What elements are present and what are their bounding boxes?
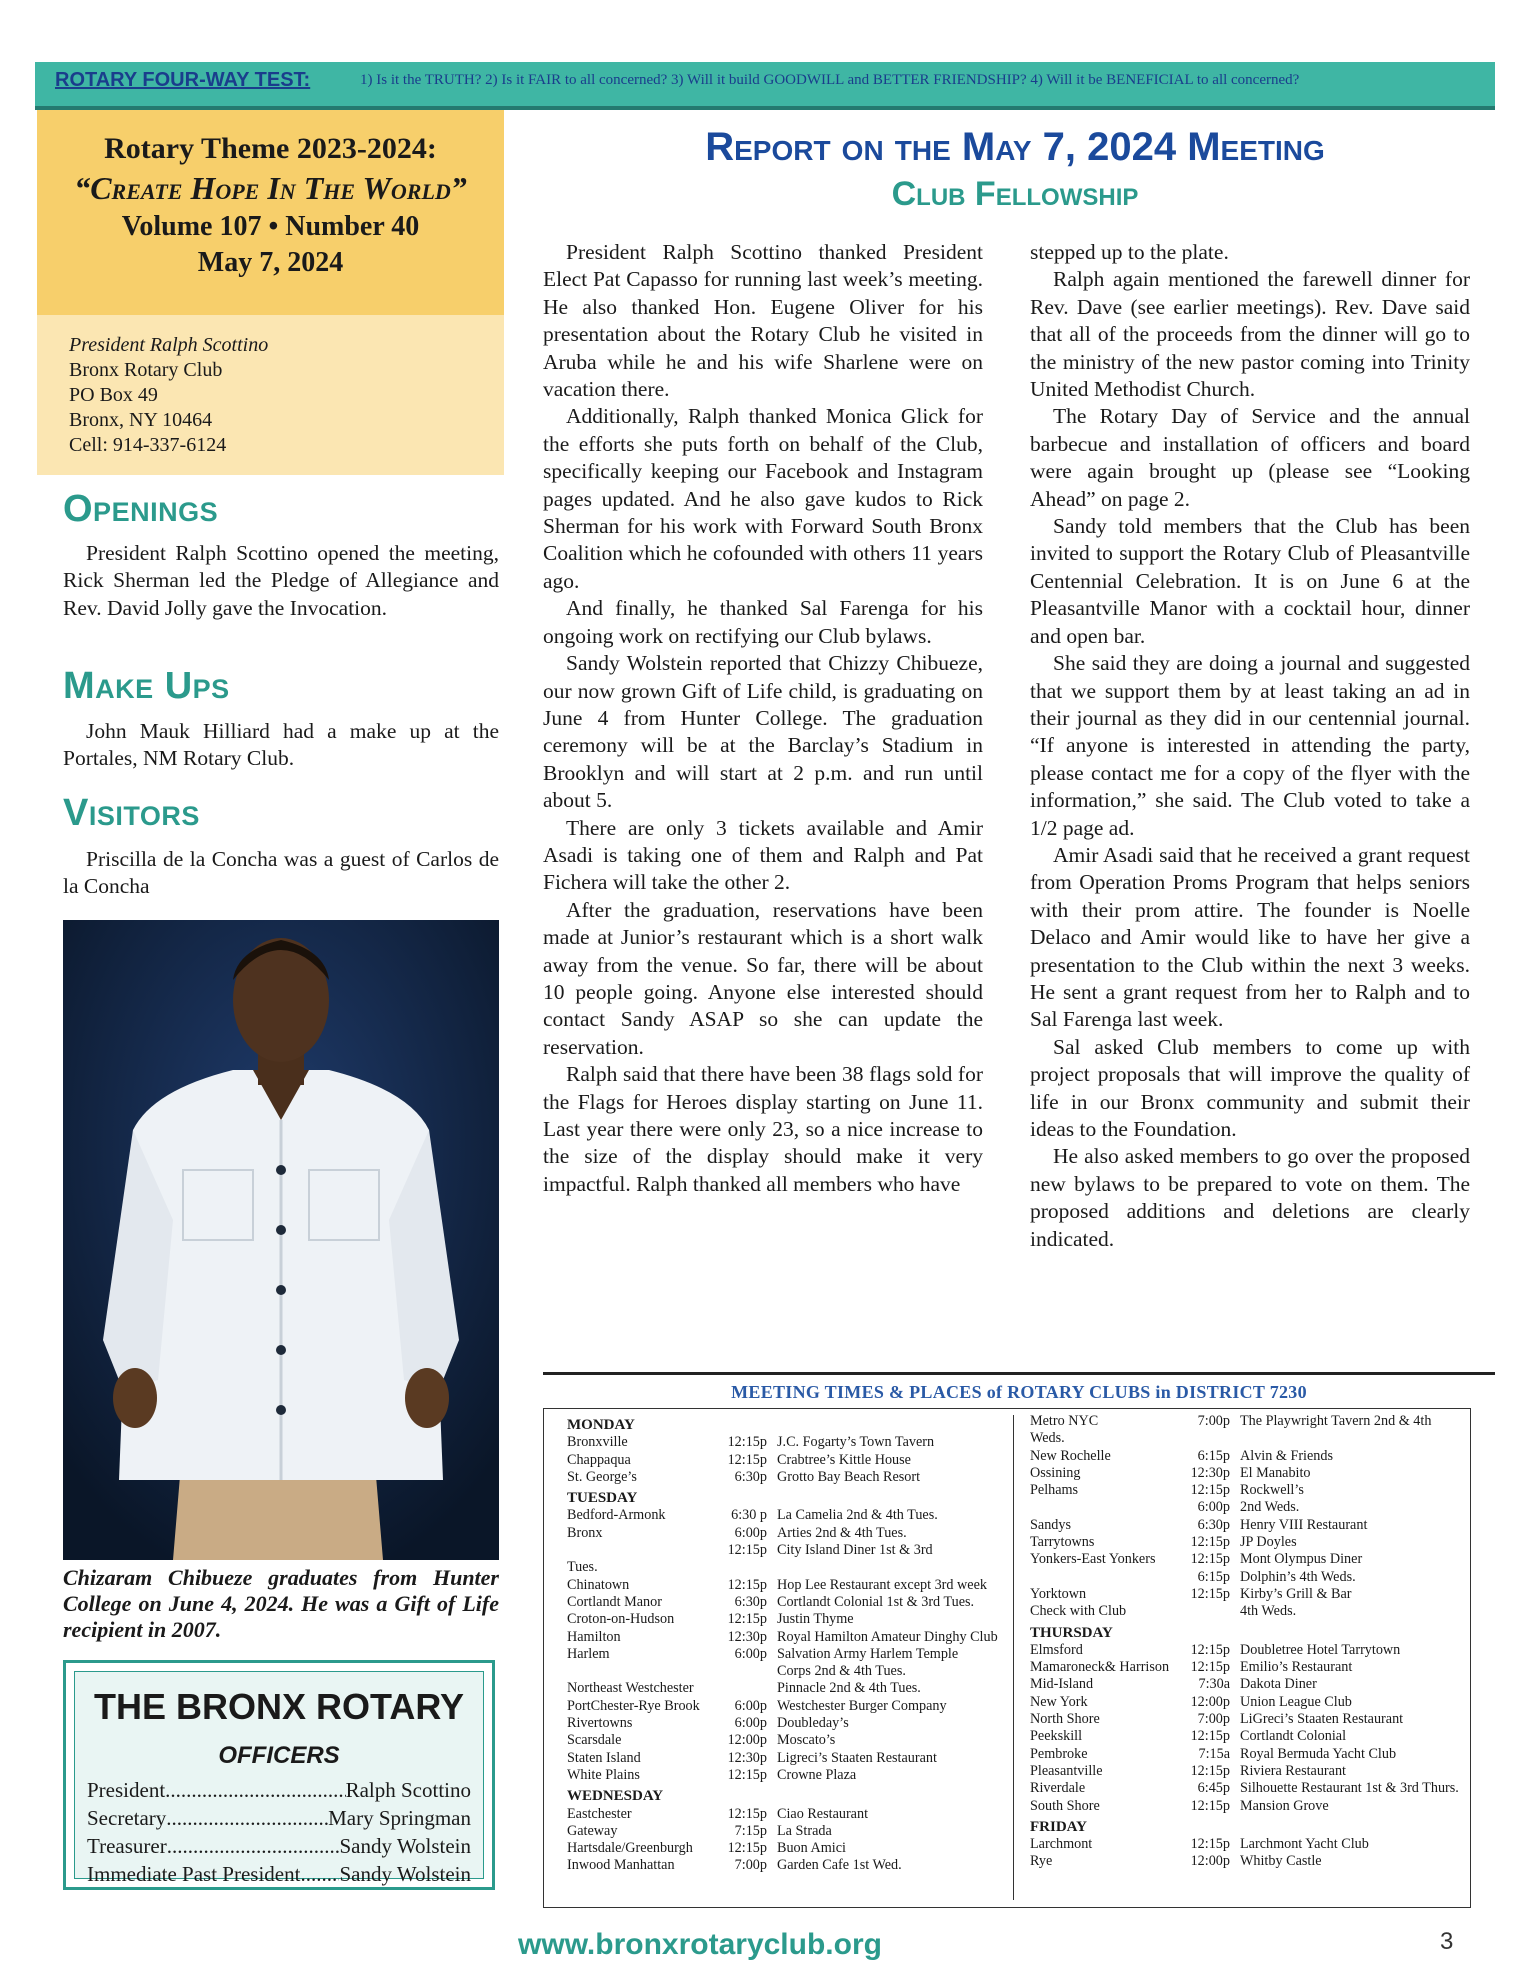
report-paragraph: President Ralph Scottino thanked President Elect Pat Capasso for running last week’s meeting. He also thanked Hon. Eugene Oliver for his presentation about the Rotary Club he visited in Aruba while he and his wife Sharlene were on vacation there.: [543, 240, 983, 402]
issue-date: May 7, 2024: [197, 247, 344, 278]
visitors-heading: Visitors: [63, 792, 200, 834]
address-cell: Cell: 914-337-6124: [69, 434, 227, 456]
meeting-row: [567, 1525, 1007, 1542]
meeting-time: 6:30p: [1197, 1516, 1230, 1533]
meeting-place: Rockwell’s: [1240, 1482, 1304, 1499]
meeting-row: [567, 1663, 1007, 1680]
meeting-club: Riverdale: [1030, 1780, 1086, 1797]
meeting-place: Doubletree Hotel Tarrytown: [1240, 1641, 1401, 1658]
meeting-place: Pinnacle 2nd & 4th Tues.: [777, 1680, 921, 1697]
meeting-place: Ligreci’s Staaten Restaurant: [777, 1749, 937, 1766]
meeting-row: [1030, 1517, 1470, 1534]
meeting-time: 12:30p: [1190, 1464, 1230, 1481]
meeting-place: [777, 1559, 1007, 1576]
officer-row: [87, 1834, 471, 1859]
meeting-place: Whitby Castle: [1240, 1853, 1322, 1870]
meeting-place: Moscato’s: [777, 1732, 836, 1749]
meeting-row: [1030, 1642, 1470, 1659]
officers-box: [63, 1660, 495, 1890]
meeting-club: Weds.: [1030, 1430, 1065, 1447]
officer-role: Immediate Past President: [87, 1862, 301, 1886]
meeting-place: City Island Diner 1st & 3rd: [777, 1542, 933, 1559]
meeting-row: [567, 1594, 1007, 1611]
meeting-place: El Manabito: [1240, 1464, 1311, 1481]
meeting-day-heading: THURSDAY: [1030, 1624, 1113, 1641]
graduate-photo: [63, 920, 499, 1560]
page-number: 3: [1440, 1928, 1454, 1955]
meeting-row: [567, 1452, 1007, 1469]
meeting-row: [1030, 1551, 1470, 1568]
meeting-place: Hop Lee Restaurant except 3rd week: [777, 1576, 987, 1593]
meeting-row: [1030, 1694, 1470, 1711]
report-headline: Report on the May 7, 2024 Meeting: [705, 125, 1325, 169]
meeting-place: Arties 2nd & 4th Tues.: [777, 1524, 907, 1541]
meeting-row: [1030, 1603, 1470, 1620]
address-box: [37, 315, 504, 475]
meeting-time: 12:00p: [727, 1732, 767, 1749]
meeting-place: Dakota Diner: [1240, 1676, 1317, 1693]
meeting-club: Gateway: [567, 1822, 618, 1839]
meeting-time: 7:00p: [1197, 1711, 1230, 1728]
meeting-time: 12:15p: [727, 1434, 767, 1451]
meeting-place: La Strada: [777, 1822, 832, 1839]
meeting-time: 12:15p: [727, 1542, 767, 1559]
theme-title: Rotary Theme 2023-2024:: [104, 132, 437, 165]
meeting-row: [1030, 1448, 1470, 1465]
meeting-place: 2nd Weds.: [1240, 1499, 1300, 1516]
meeting-club: Chappaqua: [567, 1451, 631, 1468]
meeting-time: 7:15p: [734, 1822, 767, 1839]
four-way-test-label: ROTARY FOUR-WAY TEST:: [55, 69, 311, 91]
report-paragraph: He also asked members to go over the proposed new bylaws to be prepared to vote on them. The proposed additions and deletions are clearly indicated.: [1030, 1144, 1470, 1251]
meeting-club: Peekskill: [1030, 1728, 1083, 1745]
meeting-club: Pelhams: [1030, 1482, 1079, 1499]
meeting-place: J.C. Fogarty’s Town Tavern: [777, 1434, 935, 1451]
meeting-club: [1030, 1499, 1180, 1516]
meeting-place: Ciao Restaurant: [777, 1805, 869, 1822]
meeting-place: Crowne Plaza: [777, 1766, 857, 1783]
meeting-club: Sandys: [1030, 1516, 1071, 1533]
meeting-club: New York: [1030, 1693, 1088, 1710]
meeting-time: 12:00p: [1190, 1853, 1230, 1870]
meeting-time: 6:00p: [734, 1645, 767, 1662]
meeting-row: [567, 1840, 1007, 1857]
meeting-row: [567, 1680, 1007, 1697]
meeting-place: JP Doyles: [1240, 1534, 1297, 1551]
meeting-time: 7:00p: [734, 1857, 767, 1874]
meeting-row: [1030, 1499, 1470, 1516]
website-link[interactable]: www.bronxrotaryclub.org: [518, 1928, 882, 1961]
meetings-divider: [1013, 1415, 1014, 1900]
meeting-time: 12:00p: [1190, 1693, 1230, 1710]
meeting-row: [1030, 1798, 1470, 1815]
meeting-row: [567, 1611, 1007, 1628]
meeting-place: La Camelia 2nd & 4th Tues.: [777, 1507, 938, 1524]
meeting-club: Yonkers-East Yonkers: [1030, 1551, 1156, 1568]
officers-title: THE BRONX ROTARY: [93, 1686, 464, 1727]
meeting-time: 12:30p: [727, 1628, 767, 1645]
meeting-club: Hartsdale/Greenburgh: [567, 1840, 693, 1857]
meeting-day-heading: FRIDAY: [1030, 1818, 1087, 1835]
report-paragraph: There are only 3 tickets available and Amir Asadi is taking one of them and Ralph and Pat Fichera will take the other 2.: [543, 815, 983, 895]
openings-text: [63, 540, 499, 622]
meeting-place: Royal Bermuda Yacht Club: [1240, 1745, 1397, 1762]
openings-paragraph: President Ralph Scottino opened the meeting, Rick Sherman led the Pledge of Allegiance and Rev. David Jolly gave the Invocation.: [63, 541, 499, 620]
meeting-club: Ossining: [1030, 1464, 1081, 1481]
meeting-place: Doubleday’s: [777, 1715, 849, 1732]
meeting-row: [567, 1559, 1007, 1576]
meeting-time: [717, 1559, 777, 1576]
meeting-row: [567, 1715, 1007, 1732]
meeting-club: [567, 1542, 717, 1559]
meeting-club: Pembroke: [1030, 1745, 1088, 1762]
meeting-place: Corps 2nd & 4th Tues.: [777, 1663, 906, 1680]
meeting-club: [567, 1663, 717, 1680]
meeting-club: Pleasantville: [1030, 1762, 1103, 1779]
meeting-place: 4th Weds.: [1240, 1603, 1297, 1620]
meeting-club: South Shore: [1030, 1797, 1100, 1814]
meeting-place: Salvation Army Harlem Temple: [777, 1645, 959, 1662]
report-column-2: [1030, 239, 1470, 1253]
officer-name: Sandy Wolstein: [339, 1862, 471, 1886]
meeting-row: [1030, 1711, 1470, 1728]
meeting-time: 6:00p: [734, 1697, 767, 1714]
meeting-time: 12:15p: [1190, 1641, 1230, 1658]
meeting-place: Kirby’s Grill & Bar: [1240, 1585, 1352, 1602]
report-paragraph: Sandy Wolstein reported that Chizzy Chibueze, our now grown Gift of Life child, is graduating on June 4 from Hunter College. The graduation ceremony will be at the Barclay’s Stadium in Brooklyn and will start at 2 p.m. and run until about 5.: [543, 651, 983, 813]
meeting-place: LiGreci’s Staaten Restaurant: [1240, 1711, 1404, 1728]
meeting-time: 12:15p: [1190, 1534, 1230, 1551]
meeting-place: Cortlandt Colonial: [1240, 1728, 1347, 1745]
report-paragraph: Additionally, Ralph thanked Monica Glick for the efforts she puts forth on behalf of the Club, specifically keeping our Facebook and Instagram pages updated. And he also gave kudos to Rick Sherman for his work with Forward South Bronx Coalition which he cofounded with others 11 years ago.: [543, 404, 983, 593]
visitors-paragraph: Priscilla de la Concha was a guest of Carlos de la Concha: [63, 847, 499, 899]
meetings-right-column: [1030, 1413, 1470, 1871]
meeting-club: Staten Island: [567, 1749, 641, 1766]
meeting-row: [1030, 1430, 1470, 1447]
report-paragraph: Amir Asadi said that he received a grant request from Operation Proms Program that helps seniors with their prom attire. The founder is Noelle Delaco and Amir would like to have her give a presentation to the Club within the next 3 weeks. He sent a grant request from her to Ralph and to Sal Farenga last week.: [1030, 842, 1470, 1032]
meeting-club: Yorktown: [1030, 1585, 1087, 1602]
meeting-place: Union League Club: [1240, 1693, 1352, 1710]
meeting-club: Northeast Westchester: [567, 1680, 694, 1697]
meeting-time: [717, 1680, 777, 1697]
officer-row: [87, 1778, 471, 1803]
report-column-1: [543, 239, 983, 1198]
officer-role: Secretary: [87, 1806, 167, 1830]
officers-subtitle: OFFICERS: [218, 1742, 340, 1769]
openings-heading: Openings: [63, 488, 219, 530]
meeting-row: [567, 1750, 1007, 1767]
meeting-place: Mansion Grove: [1240, 1797, 1329, 1814]
officer-row: [87, 1806, 471, 1831]
meeting-row: [1030, 1659, 1470, 1676]
officer-name: Mary Springman: [328, 1806, 471, 1830]
meeting-row: [1030, 1728, 1470, 1745]
meeting-row: [1030, 1482, 1470, 1499]
report-paragraph: Ralph said that there have been 38 flags sold for the Flags for Heroes display starting on June 11. Last year there were only 23, so a nice increase to the size of the display should make it very impactful. Ralph thanked all members who have: [543, 1062, 983, 1196]
meeting-place: Royal Hamilton Amateur Dinghy Club: [777, 1628, 998, 1645]
report-paragraph: After the graduation, reservations have been made at Junior’s restaurant which is a short walk away from the venue. So far, there will be about 10 people going. Anyone else interested should contact Sandy ASAP so she can update the reservation.: [543, 897, 983, 1059]
meeting-club: Harlem: [567, 1645, 610, 1662]
report-paragraph: The Rotary Day of Service and the annual barbecue and installation of officers and board were again brought up (please see “Looking Ahead” on page 2.: [1030, 404, 1470, 511]
meeting-row: [1030, 1569, 1470, 1586]
meetings-rule: [543, 1372, 1495, 1375]
meeting-place: Dolphin’s 4th Weds.: [1240, 1568, 1356, 1585]
meeting-time: 12:15p: [1190, 1551, 1230, 1568]
theme-motto: “Create Hope In The World”: [74, 170, 467, 206]
report-paragraph: She said they are doing a journal and suggested that we support them by at least taking an ad in their journal as they did in our centennial journal. “If anyone is interested in attending the party, please contact me for a copy of the flyer with the information,” she said. The Club voted to take a 1/2 page ad.: [1030, 651, 1470, 840]
meeting-time: 12:15p: [1190, 1585, 1230, 1602]
address-city: Bronx, NY 10464: [69, 409, 213, 431]
meeting-time: 12:15p: [1190, 1482, 1230, 1499]
meeting-club: PortChester-Rye Brook: [567, 1697, 700, 1714]
report-paragraph: stepped up to the plate.: [1030, 240, 1229, 264]
person-illustration: [63, 920, 499, 1560]
meeting-time: [1180, 1603, 1240, 1620]
meeting-row: [1030, 1586, 1470, 1603]
address-po: PO Box 49: [69, 384, 158, 406]
officers-inner: [74, 1671, 484, 1886]
meeting-row: [567, 1823, 1007, 1840]
meeting-club: Hamilton: [567, 1628, 621, 1645]
meeting-time: 6:15p: [1197, 1568, 1230, 1585]
meeting-club: Tarrytowns: [1030, 1534, 1095, 1551]
meeting-place: Cortlandt Colonial 1st & 3rd Tues.: [777, 1593, 975, 1610]
meeting-place: Buon Amici: [777, 1840, 846, 1857]
meeting-row: [567, 1857, 1007, 1874]
volume-number: Volume 107 • Number 40: [121, 211, 420, 242]
report-paragraph: Ralph again mentioned the farewell dinner for Rev. Dave (see earlier meetings). Rev. Dave said that all of the proceeds from the dinner will go to the ministry of the new pastor coming into Trinity United Methodist Church.: [1030, 267, 1470, 402]
meeting-club: Cortlandt Manor: [567, 1593, 662, 1610]
meeting-row: [1030, 1853, 1470, 1870]
meeting-row: [567, 1732, 1007, 1749]
meeting-club: St. George’s: [567, 1468, 637, 1485]
meeting-time: 6:15p: [1197, 1447, 1230, 1464]
meeting-time: 6:00p: [734, 1715, 767, 1732]
meeting-club: Mamaroneck& Harrison: [1030, 1659, 1170, 1676]
meeting-club: Rye: [1030, 1853, 1053, 1870]
meeting-time: 12:30p: [727, 1749, 767, 1766]
meeting-club: Bronxville: [567, 1434, 628, 1451]
meeting-row: [1030, 1465, 1470, 1482]
visitors-text: [63, 846, 499, 901]
meeting-place: Riviera Restaurant: [1240, 1762, 1346, 1779]
meetings-left-column: [567, 1413, 1007, 1875]
meeting-club: Larchmont: [1030, 1836, 1093, 1853]
makeups-heading: Make Ups: [63, 665, 230, 707]
meeting-time: 6:00p: [734, 1524, 767, 1541]
meeting-club: Tues.: [567, 1559, 598, 1576]
meeting-time: 12:15p: [1190, 1659, 1230, 1676]
report-subhead: Club Fellowship: [891, 175, 1139, 213]
meeting-club: North Shore: [1030, 1711, 1100, 1728]
meeting-club: Elmsford: [1030, 1641, 1083, 1658]
meeting-club: Bronx: [567, 1524, 603, 1541]
meeting-place: Grotto Bay Beach Resort: [777, 1468, 921, 1485]
meeting-club: Eastchester: [567, 1805, 632, 1822]
officer-name: Sandy Wolstein: [339, 1834, 471, 1858]
meeting-time: 12:15p: [727, 1451, 767, 1468]
meetings-title: MEETING TIMES & PLACES of ROTARY CLUBS in DISTRICT 7230: [731, 1382, 1307, 1402]
meeting-club: Scarsdale: [567, 1732, 622, 1749]
meeting-time: 7:00p: [1197, 1413, 1230, 1429]
meeting-row: [567, 1469, 1007, 1486]
meeting-time: 6:30p: [734, 1468, 767, 1485]
meeting-place: Westchester Burger Company: [777, 1697, 947, 1714]
meeting-club: Chinatown: [567, 1576, 630, 1593]
meeting-place: Alvin & Friends: [1240, 1447, 1334, 1464]
meeting-club: New Rochelle: [1030, 1447, 1111, 1464]
meeting-row: [1030, 1780, 1470, 1797]
meeting-club: Rivertowns: [567, 1715, 633, 1732]
meeting-place: Crabtree’s Kittle House: [777, 1451, 911, 1468]
meeting-row: [567, 1806, 1007, 1823]
meeting-place: The Playwright Tavern 2nd & 4th: [1240, 1413, 1432, 1429]
meeting-time: 12:15p: [727, 1766, 767, 1783]
four-way-test-banner: [35, 62, 1495, 110]
officer-role: President: [87, 1778, 166, 1802]
meeting-club: Croton-on-Hudson: [567, 1611, 675, 1628]
meeting-club: Bedford-Armonk: [567, 1507, 666, 1524]
meeting-time: 12:15p: [1190, 1797, 1230, 1814]
meeting-place: Emilio’s Restaurant: [1240, 1659, 1353, 1676]
meeting-time: 12:15p: [1190, 1762, 1230, 1779]
meeting-row: [567, 1698, 1007, 1715]
makeups-text: [63, 718, 499, 773]
meeting-club: Check with Club: [1030, 1603, 1127, 1620]
theme-box: [37, 110, 504, 315]
meeting-place: Henry VIII Restaurant: [1240, 1516, 1368, 1533]
officer-row: [87, 1862, 471, 1887]
meeting-row: [567, 1507, 1007, 1524]
officer-role: Treasurer: [87, 1834, 167, 1858]
meeting-time: 6:30p: [734, 1593, 767, 1610]
meeting-club: Inwood Manhattan: [567, 1857, 675, 1874]
meeting-day-heading: WEDNESDAY: [567, 1788, 664, 1805]
four-way-test-questions: 1) Is it the TRUTH? 2) Is it FAIR to all concerned? 3) Will it build GOODWILL and BETTER FRIENDSHIP? 4) Will it be BENEFICIAL to all concerned?: [360, 72, 1300, 88]
meeting-time: 12:15p: [727, 1805, 767, 1822]
meeting-club: Mid-Island: [1030, 1676, 1094, 1693]
report-paragraph: And finally, he thanked Sal Farenga for his ongoing work on rectifying our Club bylaws.: [543, 596, 983, 648]
meeting-time: [1180, 1430, 1240, 1447]
meeting-place: Garden Cafe 1st Wed.: [777, 1857, 902, 1874]
meeting-time: 6:00p: [1197, 1499, 1230, 1516]
meeting-place: Justin Thyme: [777, 1611, 854, 1628]
meeting-time: 7:30a: [1198, 1676, 1230, 1693]
meeting-time: 12:15p: [1190, 1836, 1230, 1853]
meeting-place: Silhouette Restaurant 1st & 3rd Thurs.: [1240, 1780, 1459, 1797]
makeups-paragraph: John Mauk Hilliard had a make up at the Portales, NM Rotary Club.: [63, 719, 499, 771]
photo-caption: Chizaram Chibueze graduates from Hunter College on June 4, 2024. He was a Gift of Life recipient in 2007.: [63, 1565, 499, 1642]
meeting-row: [1030, 1836, 1470, 1853]
meeting-time: 6:30 p: [731, 1507, 767, 1524]
meeting-place: [1240, 1430, 1470, 1447]
report-paragraph: Sandy told members that the Club has been invited to support the Rotary Club of Pleasantville Centennial Celebration. It is on June 6 at the Pleasantville Manor with a cocktail hour, dinner and open bar.: [1030, 514, 1470, 648]
meeting-row: [567, 1646, 1007, 1663]
meeting-time: 12:15p: [727, 1611, 767, 1628]
meeting-club: [1030, 1569, 1180, 1586]
report-paragraph: Sal asked Club members to come up with project proposals that will improve the quality of life in our Bronx community and submit their ideas to the Foundation.: [1030, 1034, 1470, 1141]
meeting-row: [567, 1767, 1007, 1784]
meeting-day-heading: MONDAY: [567, 1417, 635, 1433]
meeting-row: [1030, 1534, 1470, 1551]
meeting-row: [567, 1577, 1007, 1594]
address-president: President Ralph Scottino: [69, 334, 269, 356]
meeting-club: White Plains: [567, 1766, 640, 1783]
meeting-row: [1030, 1746, 1470, 1763]
address-club: Bronx Rotary Club: [69, 359, 223, 381]
meeting-time: 12:15p: [727, 1576, 767, 1593]
meeting-time: 12:15p: [727, 1840, 767, 1857]
meeting-time: [717, 1663, 777, 1680]
meeting-time: 7:15a: [1198, 1745, 1230, 1762]
meeting-time: 12:15p: [1190, 1728, 1230, 1745]
meeting-place: Mont Olympus Diner: [1240, 1551, 1363, 1568]
meeting-day-heading: TUESDAY: [567, 1490, 638, 1507]
meeting-time: 6:45p: [1197, 1780, 1230, 1797]
meeting-row: [1030, 1676, 1470, 1693]
meeting-row: [567, 1542, 1007, 1559]
meeting-row: [1030, 1413, 1470, 1430]
meeting-place: Larchmont Yacht Club: [1240, 1836, 1369, 1853]
meeting-row: [1030, 1763, 1470, 1780]
meeting-club: Metro NYC: [1030, 1413, 1099, 1429]
meeting-row: [567, 1629, 1007, 1646]
officer-name: Ralph Scottino: [345, 1778, 471, 1802]
meeting-row: [567, 1434, 1007, 1451]
